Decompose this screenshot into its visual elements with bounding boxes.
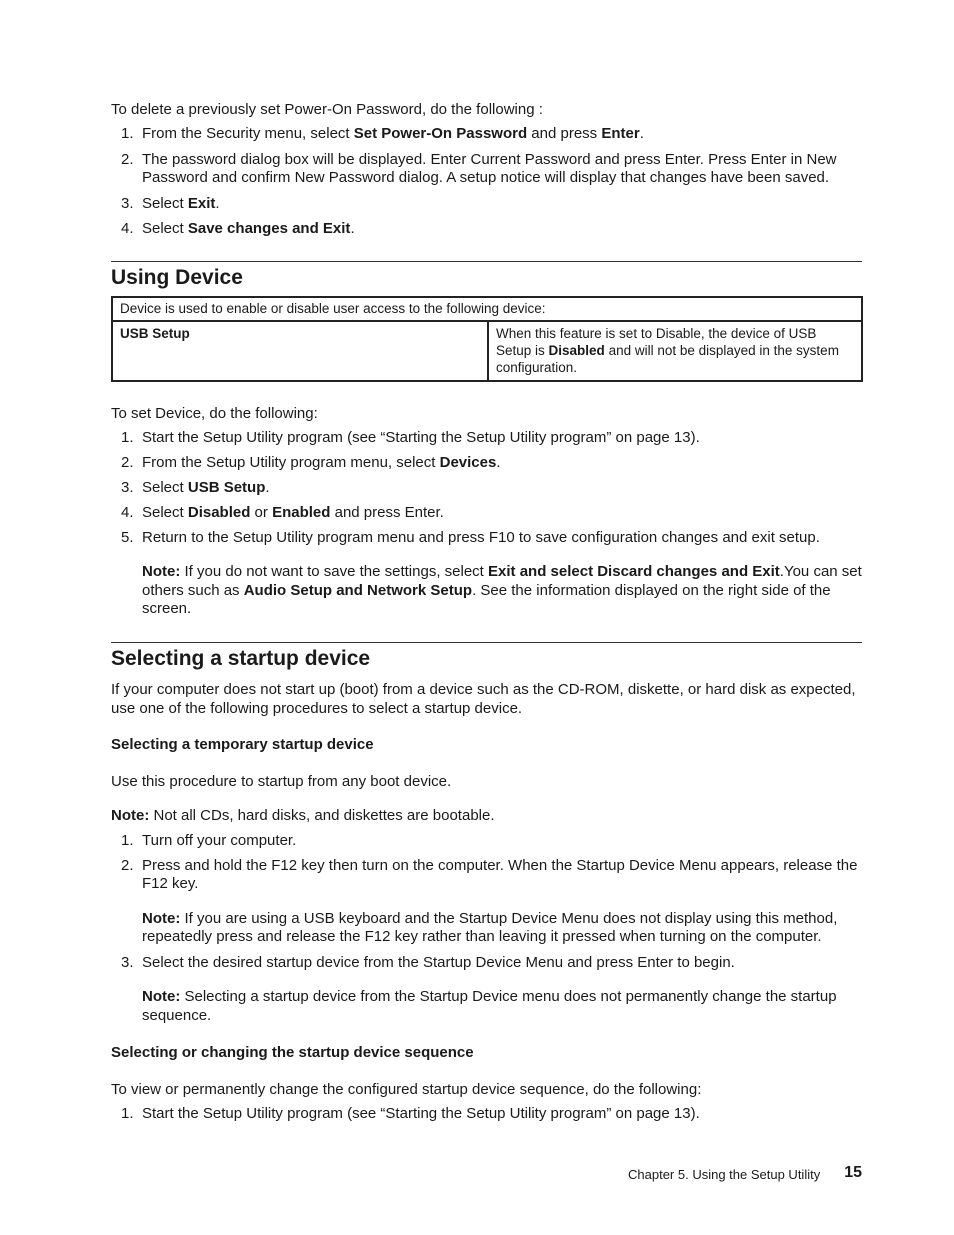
subheading-startup-sequence: Selecting or changing the startup device sequence	[111, 1044, 474, 1061]
footer-chapter: Chapter 5. Using the Setup Utility	[628, 1167, 821, 1182]
list-item: 5. Return to the Setup Utility program menu and press F10 to save configuration changes and exit setup.	[121, 528, 820, 546]
list-item: 3. Select Exit.	[121, 194, 220, 212]
device-table-label: USB Setup	[112, 321, 488, 381]
section-divider	[111, 642, 862, 643]
step3-note: Note: Selecting a startup device from the Startup Device menu does not permanently change the startup sequence.	[142, 988, 837, 1024]
set-device-steps	[111, 429, 862, 548]
list-item: 2. Press and hold the F12 key then turn on the computer. When the Startup Device Menu appears, release the F12 key.	[121, 856, 858, 892]
device-table-description: When this feature is set to Disable, the device of USB Setup is Disabled and will not be displayed in the system configuration.	[488, 321, 862, 381]
list-item: 1. Start the Setup Utility program (see “Starting the Setup Utility program” on page 13).	[121, 428, 700, 446]
delete-password-steps	[111, 125, 862, 239]
list-item: 1. Turn off your computer.	[121, 831, 297, 849]
device-table-caption: Device is used to enable or disable user access to the following device:	[112, 297, 862, 321]
document-page	[111, 100, 862, 1124]
temporary-startup-steps	[111, 832, 862, 894]
temporary-startup-intro: Use this procedure to startup from any boot device.	[111, 772, 452, 790]
list-item: 1. From the Security menu, select Set Power-On Password and press Enter.	[121, 125, 644, 142]
page-number: 15	[844, 1164, 862, 1181]
subheading-temporary-startup: Selecting a temporary startup device	[111, 735, 374, 753]
temporary-startup-note: Note: Not all CDs, hard disks, and diskettes are bootable.	[111, 806, 495, 824]
list-item: 1. Start the Setup Utility program (see “Starting the Setup Utility program” on page 13).	[121, 1105, 700, 1122]
device-table	[111, 296, 863, 382]
set-device-note: Note: If you do not want to save the settings, select Exit and select Discard changes and Exit.You can set others such as Audio Setup and Network Setup. See the information displayed on the right side of the screen.	[142, 563, 862, 617]
list-item: 3. Select the desired startup device from the Startup Device Menu and press Enter to begin.	[121, 953, 735, 971]
startup-sequence-steps	[111, 1105, 862, 1124]
list-item: 2. The password dialog box will be displayed. Enter Current Password and press Enter. Press Enter in New Password and confirm New Password dialog. A setup notice will display that changes have been saved.	[121, 150, 837, 186]
step2-note: Note: If you are using a USB keyboard and the Startup Device Menu does not display using this method, repeatedly press and release the F12 key rather than leaving it pressed when turning on the computer.	[142, 909, 838, 945]
list-item: 4. Select Disabled or Enabled and press Enter.	[121, 503, 444, 521]
list-item: 2. From the Setup Utility program menu, select Devices.	[121, 453, 501, 471]
list-item: 3. Select USB Setup.	[121, 478, 270, 496]
startup-sequence-intro: To view or permanently change the configured startup device sequence, do the following:	[111, 1081, 702, 1098]
startup-intro: If your computer does not start up (boot) from a device such as the CD-ROM, diskette, or hard disk as expected, use one of the following procedures to select a startup device.	[111, 680, 856, 717]
section-heading-startup: Selecting a startup device	[111, 646, 371, 670]
section-divider	[111, 261, 862, 262]
list-item: 4. Select Save changes and Exit.	[121, 220, 355, 237]
section-heading-using-device: Using Device	[111, 265, 243, 289]
temporary-startup-steps-cont	[111, 954, 862, 973]
delete-password-intro: To delete a previously set Power-On Password, do the following :	[111, 101, 543, 118]
set-device-intro: To set Device, do the following:	[111, 404, 318, 422]
